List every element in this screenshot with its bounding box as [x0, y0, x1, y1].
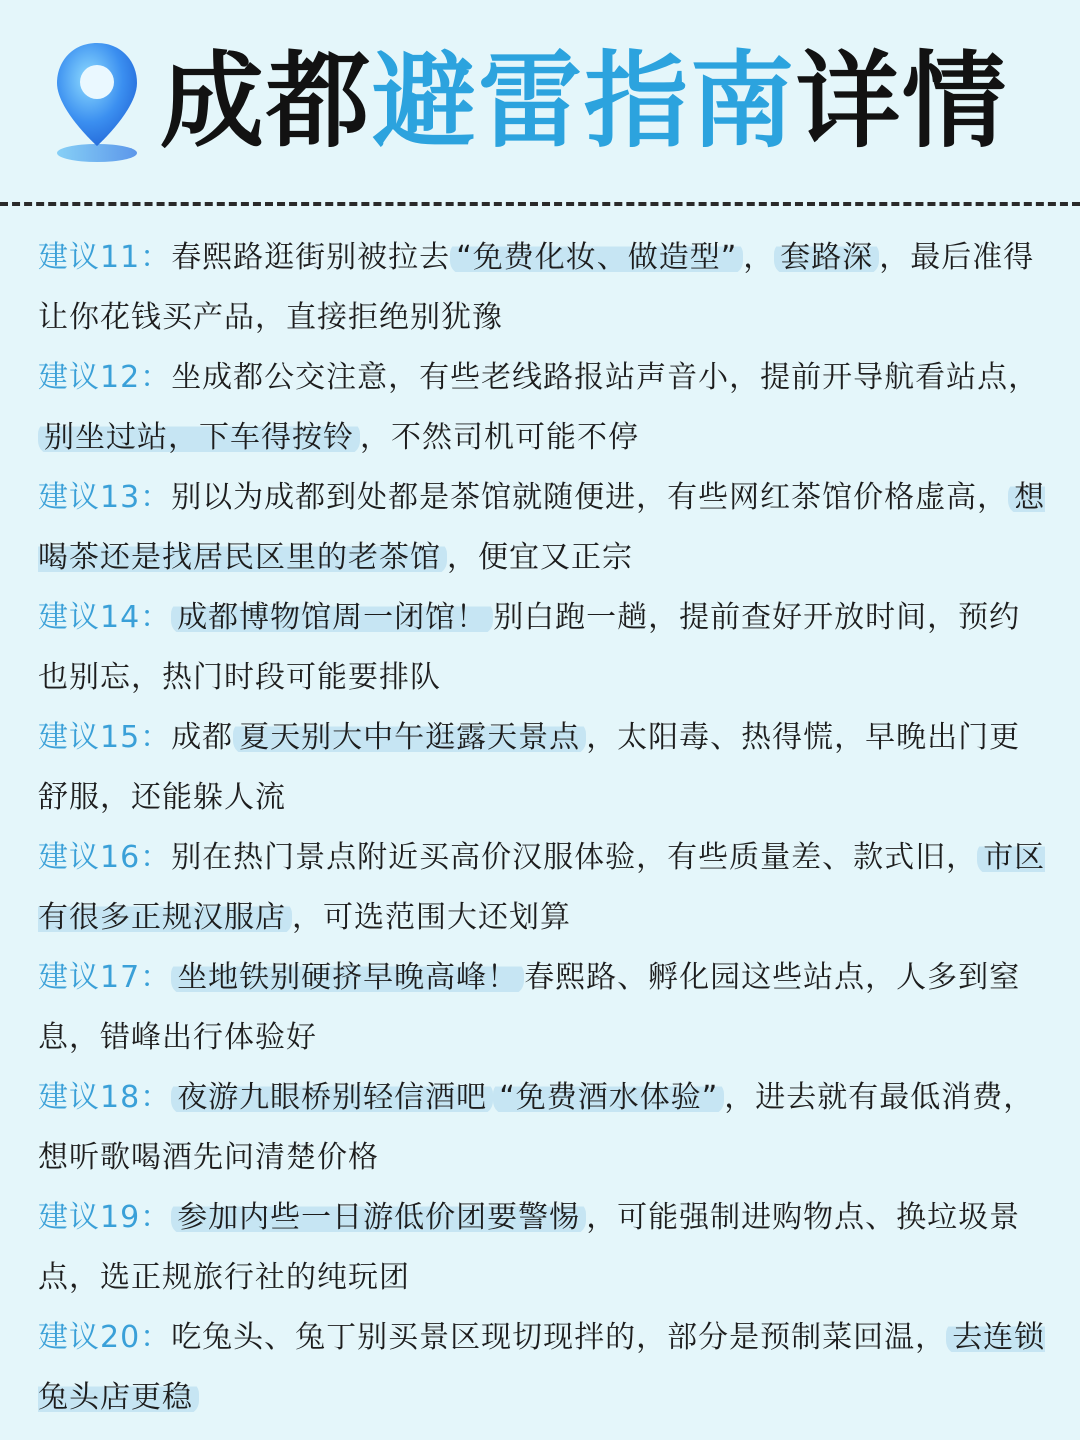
highlighted-text: 想喝茶还是找居民区里的老茶馆: [38, 480, 1046, 575]
highlighted-text: “免费酒水体验”: [493, 1080, 724, 1115]
highlighted-text: 夜游九眼桥别轻信酒吧: [171, 1080, 493, 1115]
tip-text: 春熙路逛街别被拉去: [171, 240, 451, 275]
tip-item: [38, 1188, 1048, 1308]
tip-label: 建议20：: [38, 1320, 172, 1355]
highlighted-text: 市区有很多正规汉服店: [38, 840, 1046, 935]
tip-text: ，便宜又正宗: [447, 540, 633, 575]
tip-item: [38, 828, 1048, 948]
highlighted-text: 参加内些一日游低价团要警惕: [171, 1200, 586, 1235]
tip-text: ，可能强制进购物点、换垃圾景点，选正规旅行社的纯玩团: [38, 1200, 1021, 1295]
tip-label: 建议12：: [38, 360, 172, 395]
tip-label: 建议18：: [38, 1080, 172, 1115]
tip-label: 建议16：: [38, 840, 172, 875]
tip-text: ，进去就有最低消费，想听歌喝酒先问清楚价格: [38, 1080, 1035, 1175]
tip-item: [38, 468, 1048, 588]
tip-label: 建议14：: [38, 600, 172, 635]
highlighted-text: 成都博物馆周一闭馆！: [171, 600, 493, 635]
highlighted-text: 别坐过站，下车得按铃: [38, 420, 360, 455]
dashed-divider: [0, 202, 1080, 206]
tip-text: 坐成都公交注意，有些老线路报站声音小，提前开导航看站点，: [171, 360, 1040, 395]
tip-text: 别在热门景点附近买高价汉服体验，有些质量差、款式旧，: [171, 840, 978, 875]
highlighted-text: 坐地铁别硬挤早晚高峰！: [171, 960, 524, 995]
tip-label: 建议11：: [38, 240, 172, 275]
tip-text: 春熙路、孵化园这些站点，人多到窒息，错峰出行体验好: [38, 960, 1021, 1055]
tip-item: [38, 1308, 1048, 1428]
title-part-2: 避雷指南: [372, 40, 797, 162]
location-pin-icon: [52, 38, 142, 168]
tip-item: [38, 708, 1048, 828]
page-title: [160, 36, 1008, 166]
highlighted-text: 套路深: [774, 240, 879, 275]
tip-text: ，最后准得让你花钱买产品，直接拒绝别犹豫: [38, 240, 1035, 335]
tip-text: 成都: [171, 720, 234, 755]
tip-label: 建议17：: [38, 960, 172, 995]
header: [0, 0, 1080, 200]
highlighted-text: “免费化妆、做造型”: [450, 240, 743, 275]
tip-text: ，太阳毒、热得慌，早晚出门更舒服，还能躲人流: [38, 720, 1021, 815]
tips-list: [38, 228, 1048, 1428]
tip-label: 建议19：: [38, 1200, 172, 1235]
title-part-1: 成都: [160, 40, 373, 162]
tip-label: 建议13：: [38, 480, 172, 515]
tip-item: [38, 348, 1048, 468]
tip-text: 别白跑一趟，提前查好开放时间，预约也别忘，热门时段可能要排队: [38, 600, 1021, 695]
title-part-3: 详情: [796, 40, 1009, 162]
tip-item: [38, 588, 1048, 708]
tip-item: [38, 1068, 1048, 1188]
tip-label: 建议15：: [38, 720, 172, 755]
tip-text: ，可选范围大还划算: [292, 900, 571, 935]
tip-item: [38, 228, 1048, 348]
tip-text: 吃兔头、兔丁别买景区现切现拌的，部分是预制菜回温，: [171, 1320, 947, 1355]
tip-text: 别以为成都到处都是茶馆就随便进，有些网红茶馆价格虚高，: [171, 480, 1009, 515]
tip-item: [38, 948, 1048, 1068]
highlighted-text: 去连锁兔头店更稳: [38, 1320, 1046, 1415]
tip-text: ，: [743, 240, 775, 275]
tip-text: ，不然司机可能不停: [360, 420, 639, 455]
highlighted-text: 夏天别大中午逛露天景点: [233, 720, 586, 755]
